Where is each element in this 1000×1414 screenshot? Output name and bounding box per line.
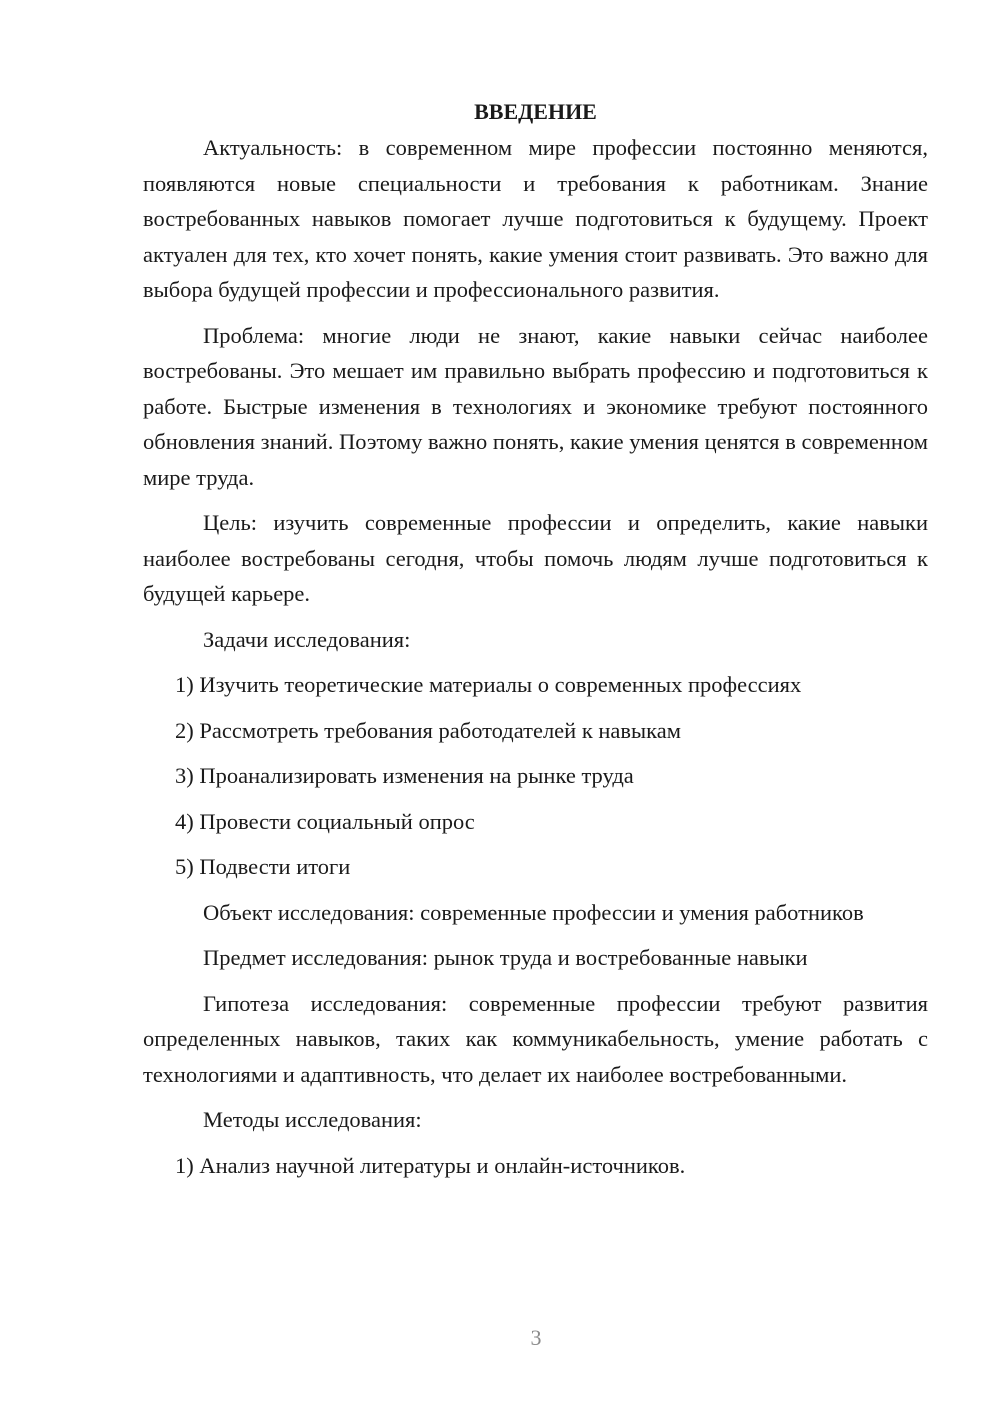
page-content [143, 94, 928, 1193]
subject-paragraph: Предмет исследования: рынок труда и востребованные навыки [203, 945, 808, 970]
page-number: 3 [530, 1325, 542, 1350]
hypothesis-paragraph: Гипотеза исследования: современные профессии требуют развития определенных навыков, таких как коммуникабельность, умение работать с технологиями и адаптивность, что делает их наиболее востребованными. [143, 990, 928, 1087]
tasks-list [143, 667, 928, 885]
methods-list [143, 1148, 928, 1184]
page-title: ВВЕДЕНИЕ [474, 99, 597, 124]
relevance-paragraph: Актуальность: в современном мире профессии постоянно меняются, появляются новые специальности и требования к работникам. Знание востребованных навыков помогает лучше подготовиться к будущему. Проект актуален для тех, кто хочет понять, какие умения стоит развивать. Это важно для выбора будущей профессии и профессионального развития. [143, 135, 928, 302]
tasks-heading: Задачи исследования: [203, 626, 411, 652]
methods-heading: Методы исследования: [203, 1107, 422, 1132]
goal-paragraph: Цель: изучить современные профессии и определить, какие навыки наиболее востребованы сегодня, чтобы помочь людям лучше подготовиться к будущей карьере. [143, 510, 928, 606]
list-item: 3) Проанализировать изменения на рынке труда [175, 763, 634, 788]
problem-paragraph: Проблема: многие люди не знают, какие навыки сейчас наиболее востребованы. Это мешает им правильно выбрать профессию и подготовиться к работе. Быстрые изменения в технологиях и экономике требуют постоянного обновления знаний. Поэтому важно понять, какие умения ценятся в современном мире труда. [143, 322, 928, 490]
object-paragraph: Объект исследования: современные профессии и умения работников [203, 899, 864, 925]
list-item: 4) Провести социальный опрос [175, 808, 475, 834]
list-item: 1) Изучить теоретические материалы о современных профессиях [175, 672, 802, 697]
list-item: 1) Анализ научной литературы и онлайн-источников. [175, 1152, 686, 1178]
list-item: 5) Подвести итоги [175, 854, 351, 879]
list-item: 2) Рассмотреть требования работодателей к навыкам [175, 717, 681, 743]
